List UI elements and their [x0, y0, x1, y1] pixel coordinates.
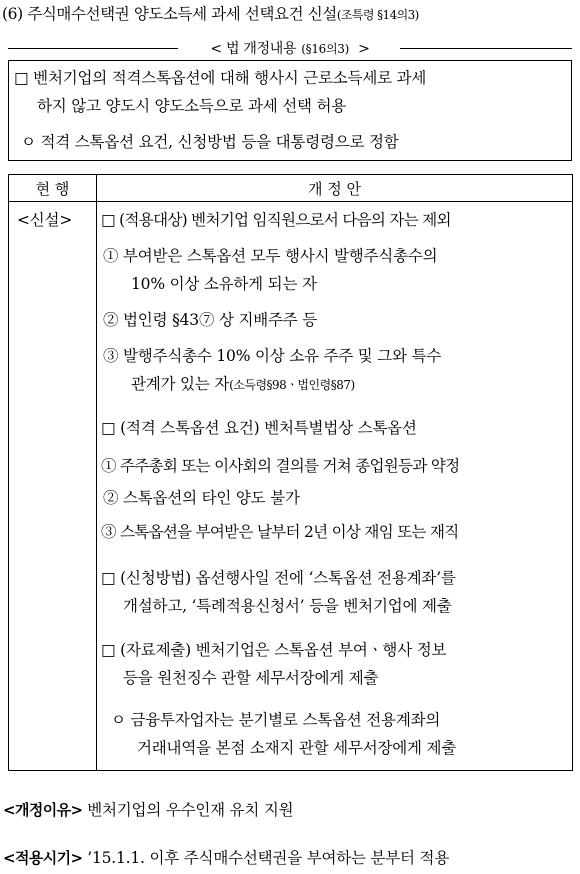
brokerage-note: ㅇ 금융투자업자는 분기별로 스톡옵션 전용계좌의	[111, 711, 441, 729]
current-cell	[9, 202, 97, 771]
qualified-option-heading: □ (적격 스톡옵션 요건) 벤처특별법상 스톡옵션	[101, 419, 417, 437]
header-current: 현 행	[9, 175, 97, 202]
summary-line-2: 하지 않고 양도시 양도소득으로 과세 선택 허용	[37, 97, 347, 115]
header-proposed: 개 정 안	[97, 175, 573, 202]
scope-item-3: ③ 발행주식총수 10% 이상 소유 주주 및 그와 특수	[103, 347, 442, 365]
brokerage-note-cont: 거래내역을 본점 소재지 관할 세무서장에게 제출	[137, 739, 457, 757]
table-row	[9, 202, 573, 771]
new-provision-label: <신설>	[17, 211, 73, 229]
reason-text: 벤처기업의 우수인재 유치 지원	[82, 801, 294, 819]
scope-item-1: ① 부여받은 스톡옵션 모두 행사시 발행주식총수의	[103, 247, 438, 265]
amendment-header	[0, 38, 580, 58]
scope-item-2: ② 법인령 §43⑦ 상 지배주주 등	[103, 311, 318, 329]
effective-label: <적용시기>	[3, 849, 83, 867]
qualified-item-1: ① 주주총회 또는 이사회의 결의를 거쳐 종업원등과 약정	[101, 457, 460, 475]
amendment-label: < 법 개정내용 (§16의3) >	[200, 41, 379, 57]
amendment-reason	[3, 798, 293, 820]
title-reference: (조특령 §14의3)	[336, 8, 419, 22]
section-title	[2, 2, 419, 24]
scope-item-3-cont: 관계가 있는 자(소득령§98ㆍ법인령§87)	[131, 375, 355, 393]
title-main: (6) 주식매수선택권 양도소득세 과세 선택요건 신설	[2, 5, 337, 23]
table-header-row	[9, 175, 573, 202]
application-cont: 개설하고, ‘특례적용신청서’ 등을 벤처기업에 제출	[123, 597, 452, 615]
effective-date	[3, 846, 449, 868]
summary-line-3: ㅇ 적격 스톡옵션 요건, 신청방법 등을 대통령령으로 정함	[21, 133, 399, 151]
qualified-item-2: ② 스톡옵션의 타인 양도 불가	[103, 489, 300, 507]
comparison-table	[8, 174, 573, 771]
summary-line-1: □ 벤처기업의 적격스톡옵션에 대해 행사시 근로소득세로 과세	[14, 69, 427, 87]
proposed-cell	[97, 202, 573, 771]
submission-heading: □ (자료제출) 벤처기업은 스톡옵션 부여ㆍ행사 정보	[101, 641, 447, 659]
application-heading: □ (신청방법) 옵션행사일 전에 ‘스톡옵션 전용계좌’를	[101, 569, 456, 587]
amendment-summary-box	[8, 60, 572, 161]
reason-label: <개정이유>	[3, 801, 83, 819]
effective-text: ’15.1.1. 이후 주식매수선택권을 부여하는 분부터 적용	[82, 849, 450, 867]
scope-item-1-cont: 10% 이상 소유하게 되는 자	[131, 275, 317, 293]
submission-cont: 등을 원천징수 관할 세무서장에게 제출	[123, 669, 379, 687]
scope-heading: □ (적용대상) 벤처기업 임직원으로서 다음의 자는 제외	[101, 211, 451, 229]
qualified-item-3: ③ 스톡옵션을 부여받은 날부터 2년 이상 재임 또는 재직	[101, 523, 459, 541]
